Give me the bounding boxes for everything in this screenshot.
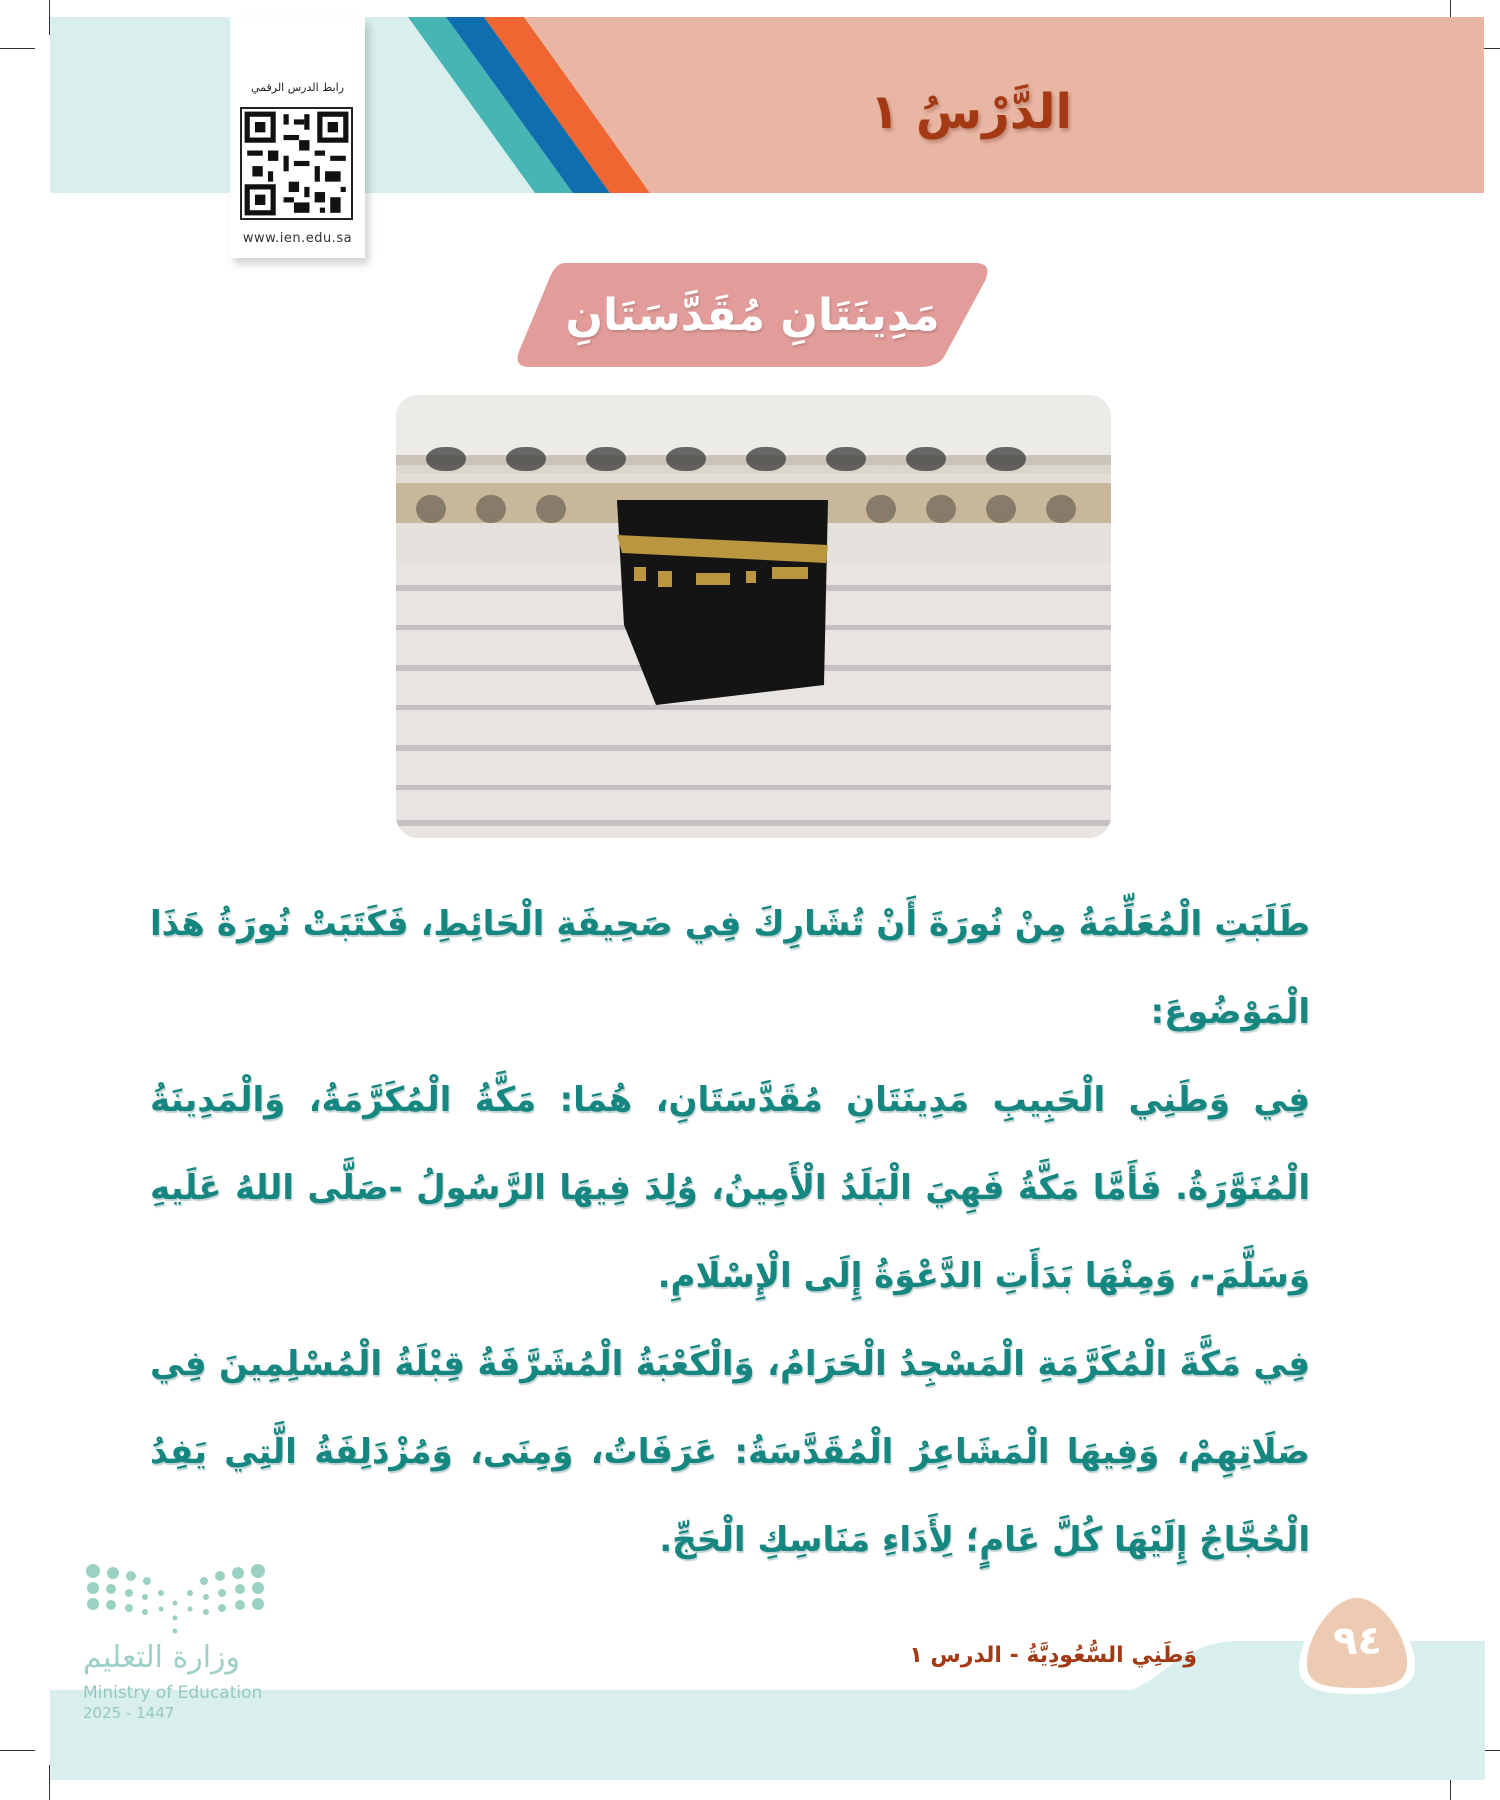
paragraph-makkah: فِي مَكَّةَ الْمُكَرَّمَةِ الْمَسْجِدُ الْحَرَامُ، وَالْكَعْبَةُ الْمُشَرَّفَةُ قِبْلَةُ الْمُسْلِمِينَ فِي صَلَاتِهِمْ، وَفِيهَا الْمَشَاعِرُ الْمُقَدَّسَةُ: عَرَفَاتُ، وَمِنَى، وَمُزْدَلِفَةُ الَّتِي يَفِدُ الْحُجَّاجُ إِلَيْهَا كُلَّ عَامٍ؛ لِأَدَاءِ مَنَاسِكِ الْحَجِّ. — [150, 1344, 1310, 1560]
edition-year: 2025 - 1447 — [83, 1704, 175, 1722]
body-text — [150, 880, 1310, 1584]
paragraph-two-cities: فِي وَطَنِي الْحَبِيبِ مَدِينَتَانِ مُقَدَّسَتَانِ، هُمَا: مَكَّةُ الْمُكَرَّمَةُ، وَالْمَدِينَةُ الْمُنَوَّرَةُ. فَأَمَّا مَكَّةُ فَهِيَ الْبَلَدُ الْأَمِينُ، وُلِدَ فِيهَا الرَّسُولُ -صَلَّى اللهُ عَلَيهِ وَسَلَّمَ-، وَمِنْهَا بَدَأَتِ الدَّعْوَةُ إِلَى الْإِسْلَامِ. — [150, 1080, 1310, 1296]
page-number: ٩٤ — [1333, 1618, 1382, 1664]
qr-url[interactable]: www.ien.edu.sa — [242, 231, 353, 246]
qr-label: رابط الدرس الرقمي — [250, 81, 345, 94]
qr-code-icon[interactable] — [240, 107, 353, 220]
paragraph-intro: طَلَبَتِ الْمُعَلِّمَةُ مِنْ نُورَةَ أَنْ تُشَارِكَ فِي صَحِيفَةِ الْحَائِطِ، فَكَتَبَتْ نُورَةُ هَذَا الْمَوْضُوعَ: — [150, 904, 1310, 1032]
subtitle-text: مَدِينَتَانِ مُقَدَّسَتَانِ — [565, 289, 940, 341]
qr-card[interactable] — [230, 17, 365, 258]
footer-band — [50, 1690, 1485, 1780]
footer-book-lesson: وَطَنِي السُّعُودِيَّةُ - الدرس ١ — [909, 1643, 1197, 1668]
crop-mark — [0, 1750, 35, 1751]
ministry-name-english: Ministry of Education — [83, 1683, 263, 1703]
lesson-title: الدَّرْسُ ١ — [869, 84, 1072, 140]
kaaba-photo — [396, 395, 1111, 838]
crop-mark — [0, 48, 35, 49]
ministry-name-arabic: وزارة التعليم — [83, 1640, 241, 1675]
ministry-logo-icon — [83, 1563, 268, 1635]
